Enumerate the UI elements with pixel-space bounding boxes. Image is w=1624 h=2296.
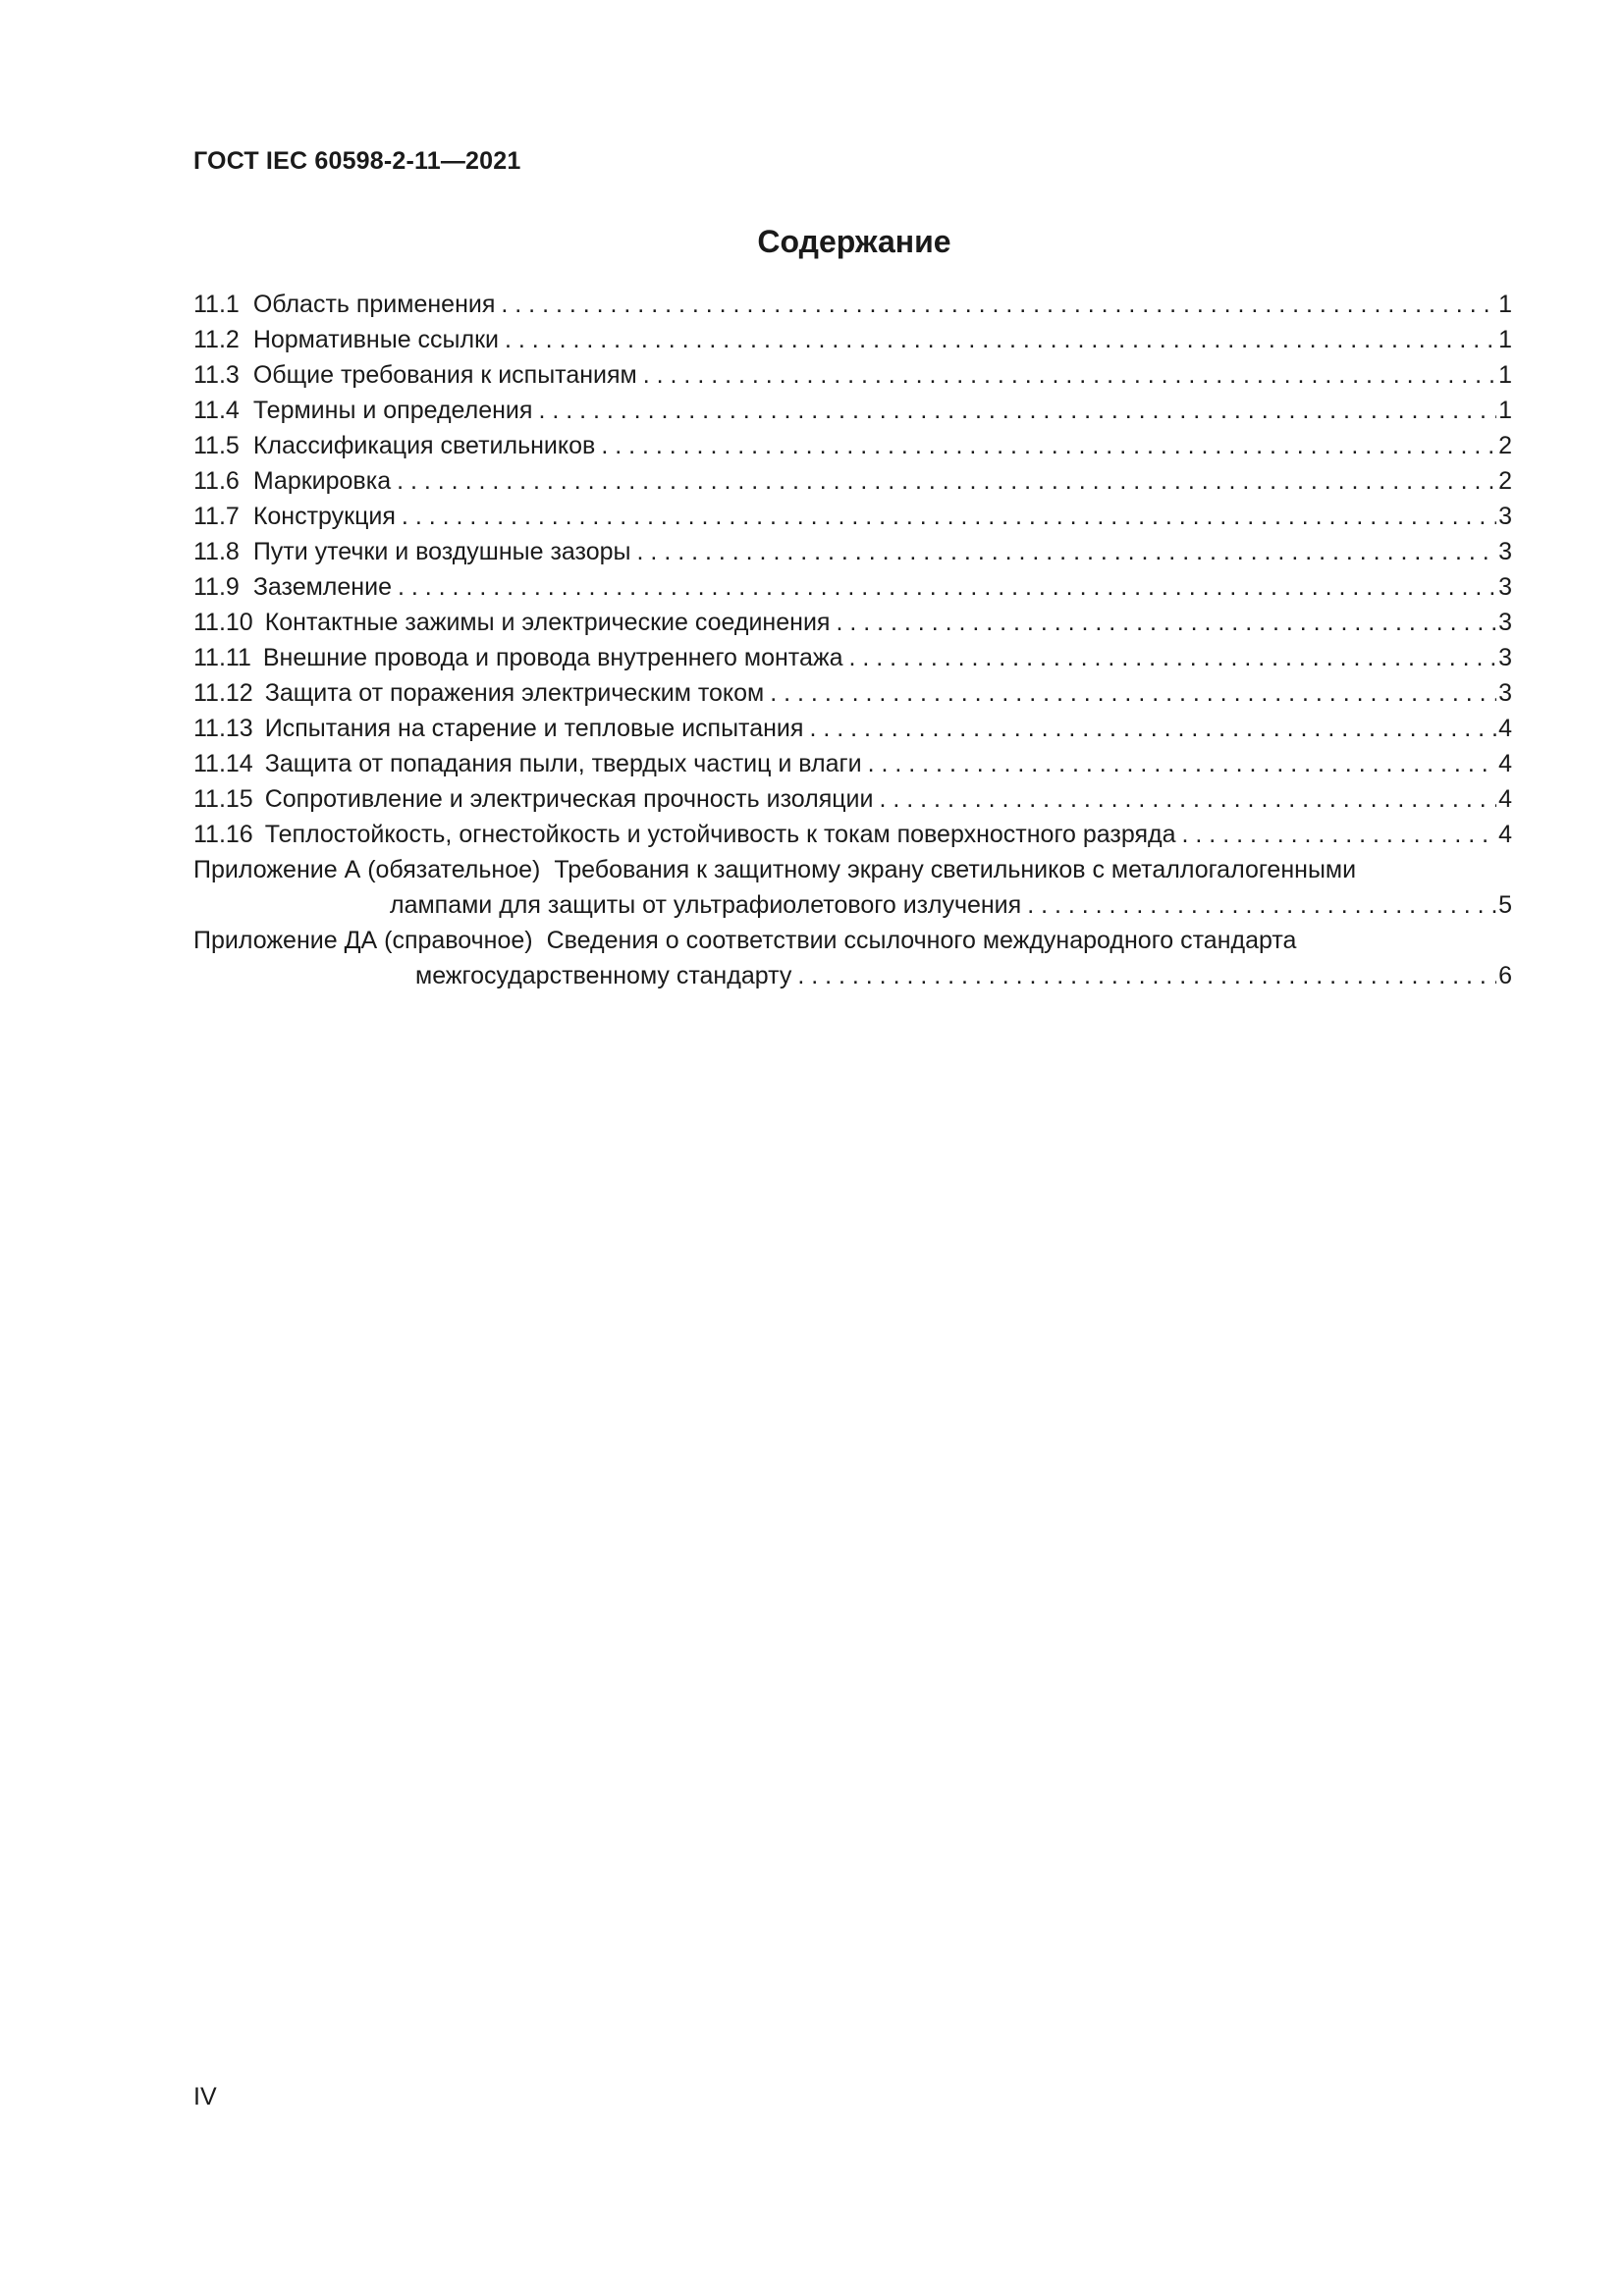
- toc-entry-number: 11.11: [193, 644, 251, 671]
- toc-dot-leader: [764, 675, 1496, 711]
- toc-entry[interactable]: [193, 357, 1512, 393]
- toc-entry-title: Внешние провода и провода внутреннего монтажа: [262, 644, 843, 671]
- toc-entry[interactable]: [193, 287, 1512, 322]
- page-number: IV: [193, 2083, 217, 2110]
- toc-entry-title: Общие требования к испытаниям: [252, 361, 637, 389]
- toc-entry-number: 11.4: [193, 397, 240, 424]
- toc-entry[interactable]: [193, 534, 1512, 569]
- toc-entry-title: Область применения: [252, 291, 496, 318]
- toc-annex-a-label: Приложение А (обязательное): [193, 856, 541, 883]
- toc-dot-leader: [392, 569, 1496, 605]
- toc-entry-page: 1: [1498, 397, 1512, 424]
- toc-entry-title: Испытания на старение и тепловые испытания: [264, 715, 804, 742]
- toc-entry-page: 1: [1498, 291, 1512, 318]
- toc-entry-page: 4: [1498, 750, 1512, 777]
- toc-annex-da-title-2: межгосударственному стандарту: [415, 962, 792, 989]
- toc-annex-da-page: 6: [1498, 962, 1512, 989]
- standard-code: ГОСТ IEC 60598-2-11—2021: [193, 147, 521, 175]
- toc-entry[interactable]: [193, 569, 1512, 605]
- toc-entry-page: 2: [1498, 432, 1512, 459]
- toc-entry[interactable]: [193, 322, 1512, 357]
- toc-annex-da-label: Приложение ДА (справочное): [193, 927, 533, 954]
- toc-entry[interactable]: [193, 463, 1512, 499]
- toc-entry-title: Контактные зажимы и электрические соединения: [264, 609, 831, 636]
- toc-annex-da-line-1[interactable]: [193, 923, 1512, 958]
- toc-annex-a-line-1[interactable]: [193, 852, 1512, 887]
- toc-entry-number: 11.9: [193, 573, 240, 601]
- toc-dot-leader: [873, 781, 1496, 817]
- toc-dot-leader: [842, 640, 1496, 675]
- toc-entry[interactable]: [193, 817, 1512, 852]
- toc-entry[interactable]: [193, 711, 1512, 746]
- toc-entry-title: Пути утечки и воздушные зазоры: [252, 538, 631, 565]
- toc-entry-page: 1: [1498, 326, 1512, 353]
- toc-dot-leader: [396, 499, 1496, 534]
- toc-entry-page: 3: [1498, 609, 1512, 636]
- toc-entry-number: 11.10: [193, 609, 253, 636]
- toc-entry-page: 4: [1498, 785, 1512, 813]
- toc-entry-number: 11.8: [193, 538, 240, 565]
- table-of-contents: [193, 287, 1512, 993]
- toc-dot-leader: [631, 534, 1497, 569]
- toc-entry-number: 11.15: [193, 785, 253, 813]
- toc-entry-page: 3: [1498, 679, 1512, 707]
- toc-entry-title: Термины и определения: [252, 397, 533, 424]
- toc-annex-a-line-2[interactable]: [193, 887, 1512, 923]
- toc-entry-page: 3: [1498, 538, 1512, 565]
- toc-entry-page: 4: [1498, 821, 1512, 848]
- toc-entry-number: 11.3: [193, 361, 240, 389]
- toc-entry-title: Заземление: [252, 573, 392, 601]
- toc-dot-leader: [830, 605, 1496, 640]
- toc-entry-title: Сопротивление и электрическая прочность изоляции: [264, 785, 874, 813]
- toc-entry-page: 2: [1498, 467, 1512, 495]
- toc-entry-title: Конструкция: [252, 503, 396, 530]
- toc-dot-leader: [637, 357, 1496, 393]
- toc-entry-page: 3: [1498, 644, 1512, 671]
- toc-entry-title: Классификация светильников: [252, 432, 596, 459]
- toc-entry-number: 11.1: [193, 291, 240, 318]
- toc-dot-leader: [862, 746, 1497, 781]
- toc-entry-title: Защита от попадания пыли, твердых частиц и влаги: [264, 750, 862, 777]
- toc-entry-number: 11.12: [193, 679, 253, 707]
- toc-dot-leader: [391, 463, 1496, 499]
- toc-dot-leader: [595, 428, 1496, 463]
- toc-entry-number: 11.2: [193, 326, 240, 353]
- toc-annex-da-title-1: Сведения о соответствии ссылочного международного стандарта: [546, 927, 1297, 954]
- toc-title: Содержание: [757, 224, 951, 259]
- toc-entry[interactable]: [193, 605, 1512, 640]
- toc-entry-number: 11.5: [193, 432, 240, 459]
- toc-dot-leader: [499, 322, 1496, 357]
- toc-dot-leader: [532, 393, 1496, 428]
- toc-entry[interactable]: [193, 675, 1512, 711]
- toc-dot-leader: [803, 711, 1496, 746]
- toc-entry[interactable]: [193, 640, 1512, 675]
- toc-entry[interactable]: [193, 781, 1512, 817]
- toc-entry-title: Нормативные ссылки: [252, 326, 499, 353]
- toc-entry-number: 11.13: [193, 715, 253, 742]
- toc-entry[interactable]: [193, 393, 1512, 428]
- toc-dot-leader: [791, 958, 1496, 993]
- toc-dot-leader: [495, 287, 1496, 322]
- toc-annex-da-line-2[interactable]: [193, 958, 1512, 993]
- toc-dot-leader: [1176, 817, 1497, 852]
- toc-entry[interactable]: [193, 746, 1512, 781]
- toc-entry-number: 11.14: [193, 750, 253, 777]
- toc-entry-number: 11.16: [193, 821, 253, 848]
- toc-entry[interactable]: [193, 499, 1512, 534]
- toc-dot-leader: [1021, 887, 1496, 923]
- toc-annex-a-page: 5: [1498, 891, 1512, 919]
- toc-entry-number: 11.7: [193, 503, 240, 530]
- toc-entry-page: 4: [1498, 715, 1512, 742]
- toc-entry[interactable]: [193, 428, 1512, 463]
- toc-annex-a-title-2: лампами для защиты от ультрафиолетового излучения: [390, 891, 1022, 919]
- toc-entry-number: 11.6: [193, 467, 240, 495]
- toc-entry-page: 3: [1498, 503, 1512, 530]
- toc-entry-title: Защита от поражения электрическим током: [264, 679, 765, 707]
- toc-entry-title: Маркировка: [252, 467, 392, 495]
- toc-entry-title: Теплостойкость, огнестойкость и устойчивость к токам поверхностного разряда: [264, 821, 1176, 848]
- toc-entry-page: 3: [1498, 573, 1512, 601]
- toc-entry-page: 1: [1498, 361, 1512, 389]
- toc-annex-a-title-1: Требования к защитному экрану светильников с металлогалогенными: [554, 856, 1357, 883]
